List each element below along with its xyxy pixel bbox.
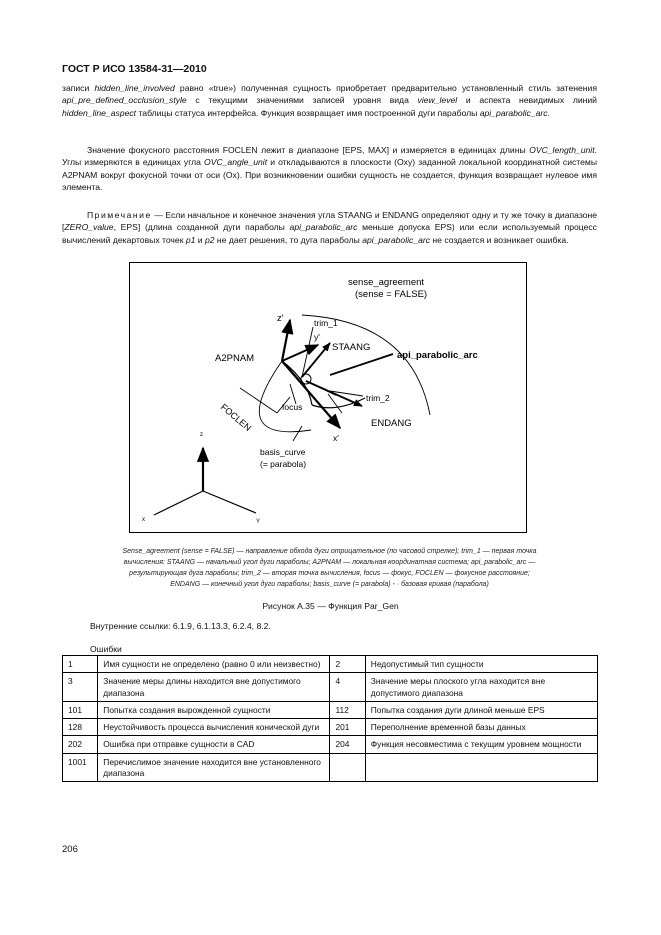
table-row	[63, 736, 598, 753]
y-prime-axis	[282, 345, 318, 361]
table-row	[63, 753, 598, 782]
error-text: Ошибка при отправке сущности в CAD	[98, 736, 330, 753]
figure-caption-line-2: вычисления: STAANG — начальный угол дуги параболы; A2PNAM — локальная координатная система; api_parabolic_arc —	[123, 559, 536, 566]
figure-par-gen	[129, 262, 527, 533]
error-text: Попытка создания вырожденной сущности	[98, 701, 330, 718]
label-endang: ENDANG	[371, 418, 412, 429]
label-focus: focus	[282, 402, 303, 412]
error-code: 3	[63, 673, 98, 702]
internal-references: Внутренние ссылки: 6.1.9, 6.1.13.3, 6.2.4, 8.2.	[90, 621, 271, 631]
error-code: 204	[330, 736, 365, 753]
error-code: 202	[63, 736, 98, 753]
paragraph-2: Значение фокусного расстояния FOCLEN лежит в диапазоне [EPS, MAX] и измеряется в единицах длины OVC_length_unit. Углы измеряются в единицах угла OVC_angle_unit и откладываются в плоскости (Oxy) заданной локальной координатной системы A2PNAM вокруг фокусной точки от оси (Ox). При возникновении ошибки сущность не создается, функция возвращает нулевое имя элемента.	[62, 145, 597, 193]
error-text: Перечислимое значение находится вне установленного диапазона	[98, 753, 330, 782]
figure-drawing	[130, 263, 528, 534]
error-text: Переполнение временной базы данных	[365, 719, 597, 736]
error-text: Функция несовместима с текущим уровнем мощности	[365, 736, 597, 753]
error-code: 4	[330, 673, 365, 702]
label-trim2: trim_2	[366, 393, 390, 403]
label-sense-value: (sense = FALSE)	[355, 289, 428, 300]
table-row	[63, 701, 598, 718]
error-code: 112	[330, 701, 365, 718]
error-text	[365, 753, 597, 782]
label-foclen: FOCLEN	[218, 401, 254, 434]
label-sense: sense_agreement	[348, 277, 425, 288]
label-trim1: trim_1	[314, 318, 338, 328]
label-staang: STAANG	[332, 342, 371, 353]
label-y-prime: y'	[314, 332, 320, 342]
error-text: Недопустимый тип сущности	[365, 656, 597, 673]
page-number: 206	[62, 844, 78, 855]
error-text: Попытка создания дуги длиной меньше EPS	[365, 701, 597, 718]
error-text: Неустойчивость процесса вычисления конической дуги	[98, 719, 330, 736]
error-code: 128	[63, 719, 98, 736]
errors-title: Ошибки	[90, 644, 122, 654]
label-x-prime: x'	[333, 433, 339, 443]
z-prime-axis	[282, 320, 290, 361]
x-prime-axis	[282, 361, 340, 428]
error-text: Значение меры длины находится вне допустимого диапазона	[98, 673, 330, 702]
error-text: Имя сущности не определено (равно 0 или неизвестно)	[98, 656, 330, 673]
label-x: x	[142, 517, 145, 523]
global-x-axis	[154, 491, 203, 515]
label-y: Y	[256, 519, 261, 525]
paragraph-1: записи hidden_line_involved равно «true») полученная сущность приобретает предварительно установленный стиль затенения api_pre_defined_occlusion_style с текущими значениями записей уровня вида view_level и аспекта невидимых линий hidden_line_aspect таблицы статуса интерфейса. Функция возвращает имя построенной дуги параболы api_parabolic_arc.	[62, 83, 597, 118]
error-text: Значение меры плоского угла находится вне допустимого диапазона	[365, 673, 597, 702]
table-row	[63, 656, 598, 673]
label-a2pnam: A2PNAM	[215, 353, 255, 364]
api-arc-pointer	[330, 354, 393, 375]
label-basis-parabola: (= parabola)	[260, 459, 307, 469]
figure-caption-line-3: результирующая дуга параболы; trim_2 — вторая точка вычисления, focus — фокус, FOCLEN — фокусное расстояние;	[129, 570, 530, 577]
label-basis-curve: basis_curve	[260, 447, 306, 457]
label-z-prime: z'	[277, 313, 284, 324]
error-code: 101	[63, 701, 98, 718]
label-z: z	[200, 432, 203, 438]
error-code: 1	[63, 656, 98, 673]
error-code: 1001	[63, 753, 98, 782]
page-header: ГОСТ Р ИСО 13584-31—2010	[62, 63, 207, 75]
global-y-axis	[203, 491, 256, 513]
table-row	[63, 673, 598, 702]
figure-title: Рисунок А.35 — Функция Par_Gen	[262, 601, 399, 611]
error-code: 201	[330, 719, 365, 736]
figure-caption-line-1: Sense_agreement (sense = FALSE) — направление обхода дуги отрицательное (по часовой стрелке); trim_1 — первая точка	[122, 548, 537, 555]
label-api-arc: api_parabolic_arc	[397, 350, 478, 361]
errors-table	[62, 655, 598, 782]
figure-caption-line-4: ENDANG — конечный угол дуги параболы; basis_curve (= parabola) - · базовая кривая (парабола)	[170, 581, 489, 588]
table-row	[63, 719, 598, 736]
paragraph-note: Примечание — Если начальное и конечное значения угла STAANG и ENDANG определяют одну и ту же точку в диапазоне [ZERO_value, EPS] (длина созданной дуги параболы api_parabolic_arc меньше допуска EPS) или если используемый процесс вычислений декартовых точек p1 и p2 не дает решения, то дуга параболы api_parabolic_arc не создается и возникает ошибка.	[62, 210, 597, 245]
error-code	[330, 753, 365, 782]
error-code: 2	[330, 656, 365, 673]
